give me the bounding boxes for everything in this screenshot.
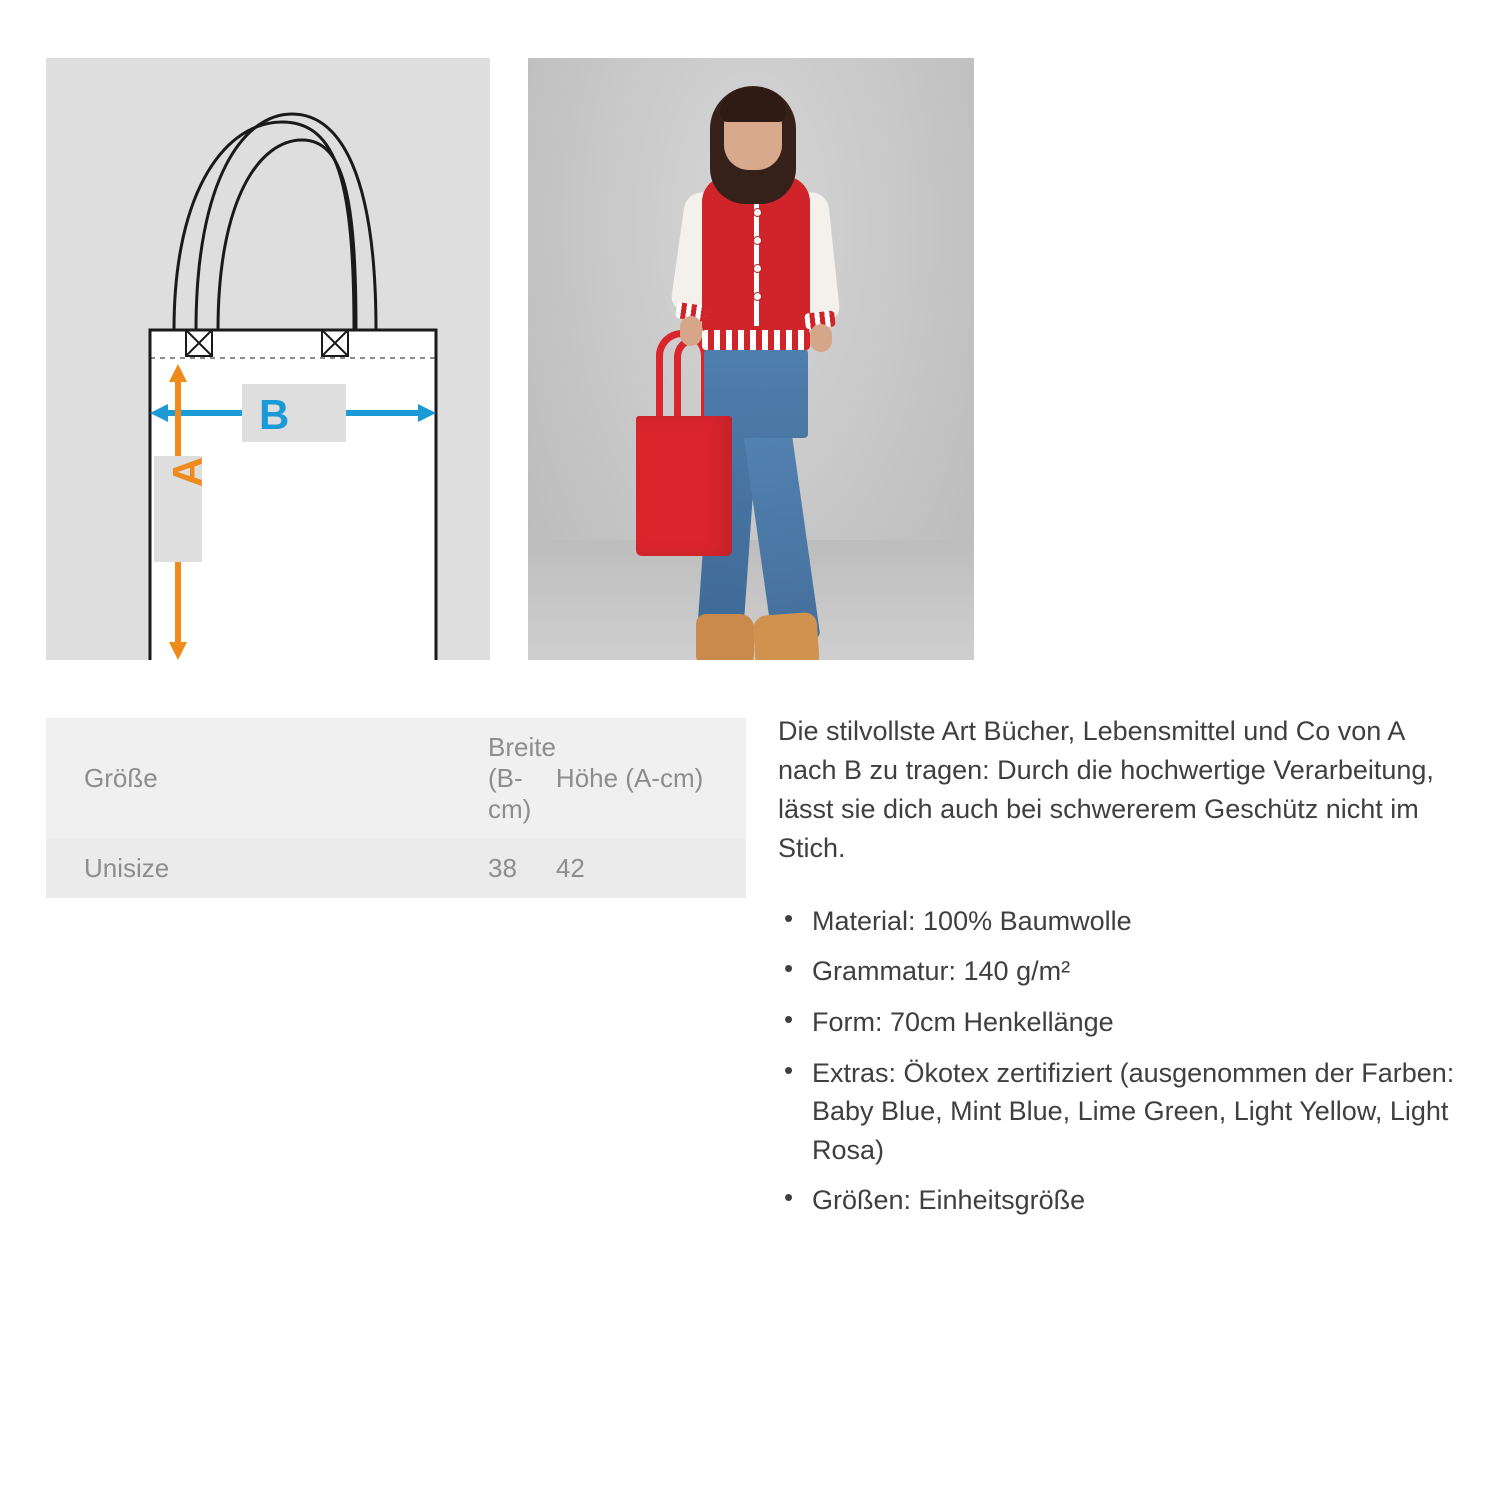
product-description (778, 712, 1458, 1232)
model-boot-right (752, 612, 819, 660)
table-header-width: Breite (B-cm) (488, 732, 556, 824)
size-table (46, 718, 746, 898)
cell-height: 42 (555, 853, 585, 883)
description-paragraph: Die stilvollste Art Bücher, Lebensmittel und Co von A nach B zu tragen: Durch die hochwertige Verarbeitung, lässt sie dich auch bei schwererem Geschütz nicht im Stich. (778, 716, 1434, 863)
table-header-size: Größe (84, 763, 158, 793)
jacket-button (753, 292, 762, 301)
size-schematic-panel (46, 58, 490, 660)
model-boot-left (696, 614, 754, 660)
tote-bag-schematic-icon (46, 58, 490, 660)
list-item: • Material: 100% Baumwolle (778, 902, 1458, 941)
product-photo-panel (528, 58, 974, 660)
jacket-waistband (702, 330, 810, 350)
list-item: • Grammatur: 140 g/m² (778, 952, 1458, 991)
product-media-row (46, 58, 974, 660)
table-header-height: Höhe (A-cm) (555, 763, 704, 793)
model-hand-left (680, 316, 702, 346)
model-hand-right (810, 324, 832, 352)
product-spec-list (778, 902, 1458, 1220)
cell-width: 38 (488, 853, 517, 883)
jacket-button (753, 208, 762, 217)
jacket-button (753, 236, 762, 245)
model-hair-fringe (720, 88, 786, 122)
jacket-placket (754, 186, 759, 326)
cell-size: Unisize (84, 853, 170, 883)
dimension-label-width: B (259, 391, 290, 438)
red-tote-bag (636, 416, 732, 556)
list-item: • Form: 70cm Henkellänge (778, 1003, 1458, 1042)
table-header-row (46, 718, 746, 839)
dimension-label-height: A (164, 456, 212, 488)
jacket-button (753, 264, 762, 273)
list-item: • Extras: Ökotex zertifiziert (ausgenommen der Farben: Baby Blue, Mint Blue, Lime Green, Light Yellow, Light Rosa) (778, 1054, 1458, 1169)
list-item: • Größen: Einheitsgröße (778, 1181, 1458, 1220)
table-row (46, 839, 746, 898)
